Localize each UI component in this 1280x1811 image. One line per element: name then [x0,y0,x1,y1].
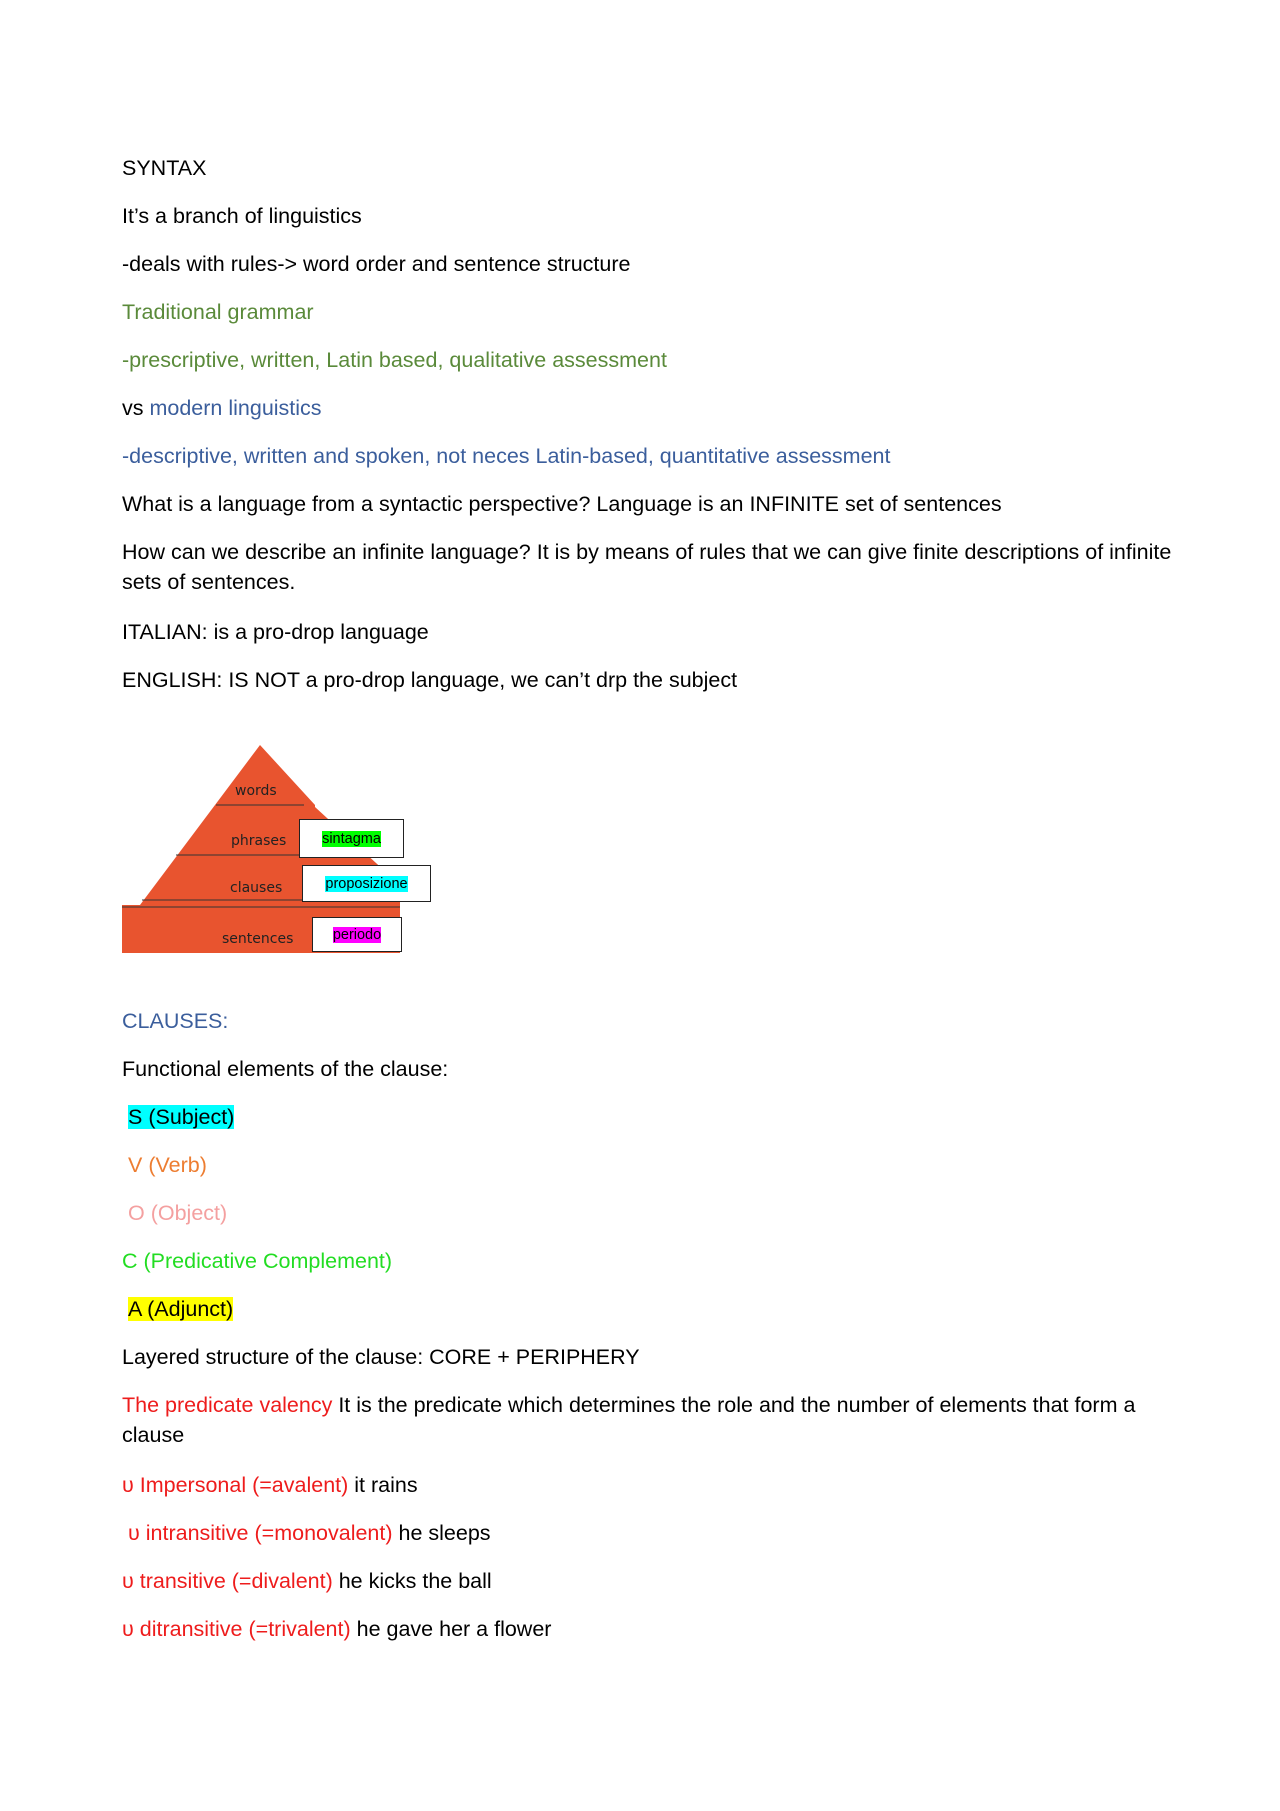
bullet-symbol: υ [122,1569,134,1593]
doc-line-2: -deals with rules-> word order and sentence structure [122,252,631,276]
english-line: ENGLISH: IS NOT a pro-drop language, we can’t drp the subject [122,668,738,692]
valency-term: ditransitive (=trivalent) [139,1617,351,1641]
doc-title: SYNTAX [122,156,207,180]
element-verb: V (Verb) [128,1153,207,1177]
valency-term: transitive (=divalent) [139,1569,333,1593]
box-periodo [312,917,402,952]
layered-structure: Layered structure of the clause: CORE + PERIPHERY [122,1345,640,1369]
functional-elements-intro: Functional elements of the clause: [122,1057,449,1081]
box-proposizione-label: proposizione [325,875,408,892]
clauses-heading: CLAUSES: [122,1009,229,1033]
valency-example: he kicks the ball [332,1569,492,1593]
valency-example: he gave her a flower [350,1617,552,1641]
valency-item-ditransitive [122,1614,551,1644]
pyramid-level-words: words [235,783,277,799]
valency-item-transitive [122,1566,492,1596]
box-periodo-label: periodo [332,926,382,943]
element-object: O (Object) [128,1201,228,1225]
modern-linguistics-heading: modern linguistics [149,396,322,420]
modern-linguistics-desc: -descriptive, written and spoken, not neces Latin-based, quantitative assessment [122,444,891,468]
element-subject [128,1102,234,1132]
question-1: What is a language from a syntactic perspective? Language is an INFINITE set of sentences [122,492,1002,516]
predicate-valency-term: The predicate valency [122,1393,333,1417]
vs-line [122,393,322,423]
valency-item-impersonal [122,1470,418,1500]
valency-term: Impersonal (=avalent) [139,1473,349,1497]
pyramid-level-clauses: clauses [230,880,283,896]
traditional-grammar-desc: -prescriptive, written, Latin based, qualitative assessment [122,348,667,372]
element-subject-label: S (Subject) [128,1105,235,1129]
predicate-valency [122,1390,1182,1450]
italian-line: ITALIAN: is a pro-drop language [122,620,429,644]
pyramid-level-sentences: sentences [222,931,294,947]
bullet-symbol: υ [122,1473,134,1497]
predicate-valency-desc: It is the predicate which determines the role and the number of elements that form a clause [122,1393,1136,1447]
element-adjunct [128,1294,233,1324]
question-2: How can we describe an infinite language? It is by means of rules that we can give finite descriptions of infinite sets of sentences. [122,540,1172,594]
pyramid-level-phrases: phrases [231,833,287,849]
traditional-grammar-heading: Traditional grammar [122,300,314,324]
vs-prefix: vs [122,396,144,420]
valency-term: intransitive (=monovalent) [145,1521,393,1545]
syntax-pyramid-figure [122,745,442,965]
box-sintagma-label: sintagma [322,830,381,847]
box-sintagma [299,819,404,858]
bullet-symbol: υ [128,1521,140,1545]
element-complement: C (Predicative Complement) [122,1249,393,1273]
element-adjunct-label: A (Adjunct) [128,1297,234,1321]
bullet-symbol: υ [122,1617,134,1641]
box-proposizione [302,865,431,902]
valency-example: he sleeps [392,1521,491,1545]
doc-line-1: It’s a branch of linguistics [122,204,362,228]
valency-example: it rains [348,1473,418,1497]
valency-item-intransitive [128,1518,491,1548]
